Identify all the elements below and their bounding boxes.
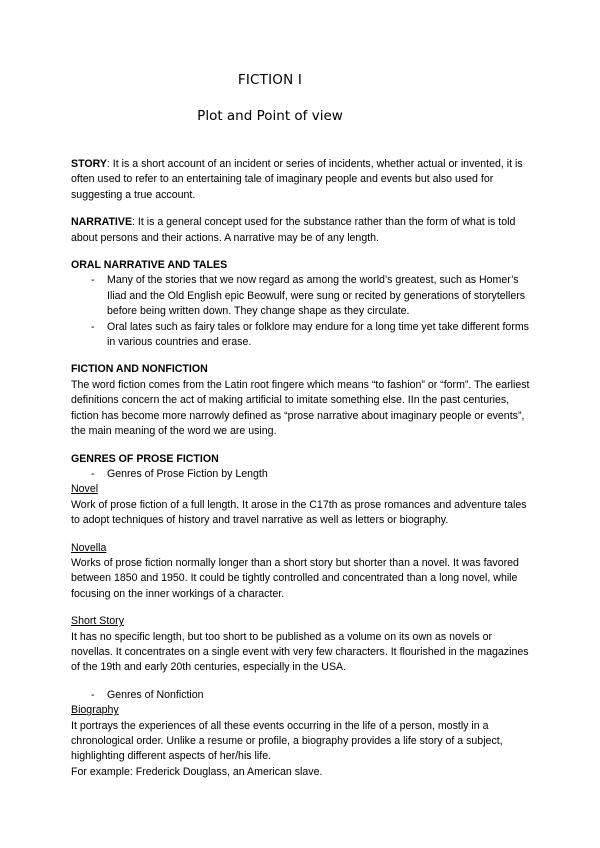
document-body — [71, 157, 533, 780]
novel-paragraph: Work of prose fiction of a full length. It arose in the C17th as prose romances and adventure tales to adopt techniques of history and travel narrative as well as letters or biography. — [71, 498, 527, 527]
document-title: FICTION I — [237, 72, 303, 88]
dash-marker: - — [91, 467, 95, 480]
narrative-term: NARRATIVE — [71, 216, 133, 229]
biography-paragraph: It portrays the experiences of all these events occurring in the life of a person, mostly in a chronological order. Unlike a resume or profile, a biography provides a life story of a subject, highlighting different aspects of her/his life. — [71, 719, 503, 763]
story-term: STORY — [71, 158, 107, 170]
story-definition: : It is a short account of an incident or series of incidents, whether actual or invented, it is often used to refer to an entertaining tale of imaginary people and events but also used for suggesting a true account. — [71, 158, 523, 201]
list-item — [71, 273, 533, 319]
document-subtitle: Plot and Point of view — [197, 108, 343, 124]
fiction-nonfiction-paragraph: The word fiction comes from the Latin root fingere which means “to fashion” or “form”. The earliest definitions concern the act of making artificial to imitate something else. IIn the past centuries, fiction has become more narrowly defined as “prose narrative about imaginary people or events”, the main meaning of the word we are using. — [71, 378, 530, 438]
dash-marker: - — [91, 320, 95, 333]
genres-length-label: Genres of Prose Fiction by Length — [107, 467, 268, 480]
dash-marker: - — [91, 688, 95, 701]
novella-label: Novella — [71, 541, 107, 554]
genres-heading: GENRES OF PROSE FICTION — [71, 452, 219, 465]
novel-label: Novel — [71, 483, 99, 496]
short-story-paragraph: It has no specific length, but too short to be published as a volume on its own as novels or novellas. It concentrates on a single event with very few characters. It flourished in the magazines of the 19th and early 20th centuries, especially in the USA. — [71, 630, 529, 674]
dash-marker: - — [91, 274, 95, 287]
genres-length-bullet — [71, 467, 533, 482]
fiction-nonfiction-heading: FICTION AND NONFICTION — [71, 363, 208, 376]
narrative-paragraph — [71, 215, 533, 246]
genres-nonfiction-label: Genres of Nonfiction — [107, 688, 204, 701]
oral-bullet-text: Oral lates such as fairy tales or folklore may endure for a long time yet take different forms in various countries and erase. — [107, 320, 529, 349]
biography-example: For example: Frederick Douglass, an American slave. — [71, 765, 323, 778]
oral-bullet-list — [71, 273, 533, 350]
list-item — [71, 320, 533, 351]
narrative-definition: : It is a general concept used for the substance rather than the form of what is told about persons and their actions. A narrative may be of any length. — [71, 216, 516, 244]
oral-heading: ORAL NARRATIVE AND TALES — [71, 259, 228, 272]
novella-paragraph: Works of prose fiction normally longer than a short story but shorter than a novel. It was favored between 1850 and 1950. It could be tightly controlled and concentrated than a long novel, while focusing on the inner workings of a character. — [71, 556, 519, 600]
story-paragraph — [71, 157, 533, 203]
biography-label: Biography — [71, 704, 119, 717]
short-story-label: Short Story — [71, 615, 124, 628]
genres-nonfiction-bullet — [71, 688, 533, 703]
oral-bullet-text: Many of the stories that we now regard as among the world’s greatest, such as Homer’s Iliad and the Old English epic Beowulf, were sung or recited by generations of storytellers before being written down. They change shape as they circulate. — [107, 274, 526, 318]
